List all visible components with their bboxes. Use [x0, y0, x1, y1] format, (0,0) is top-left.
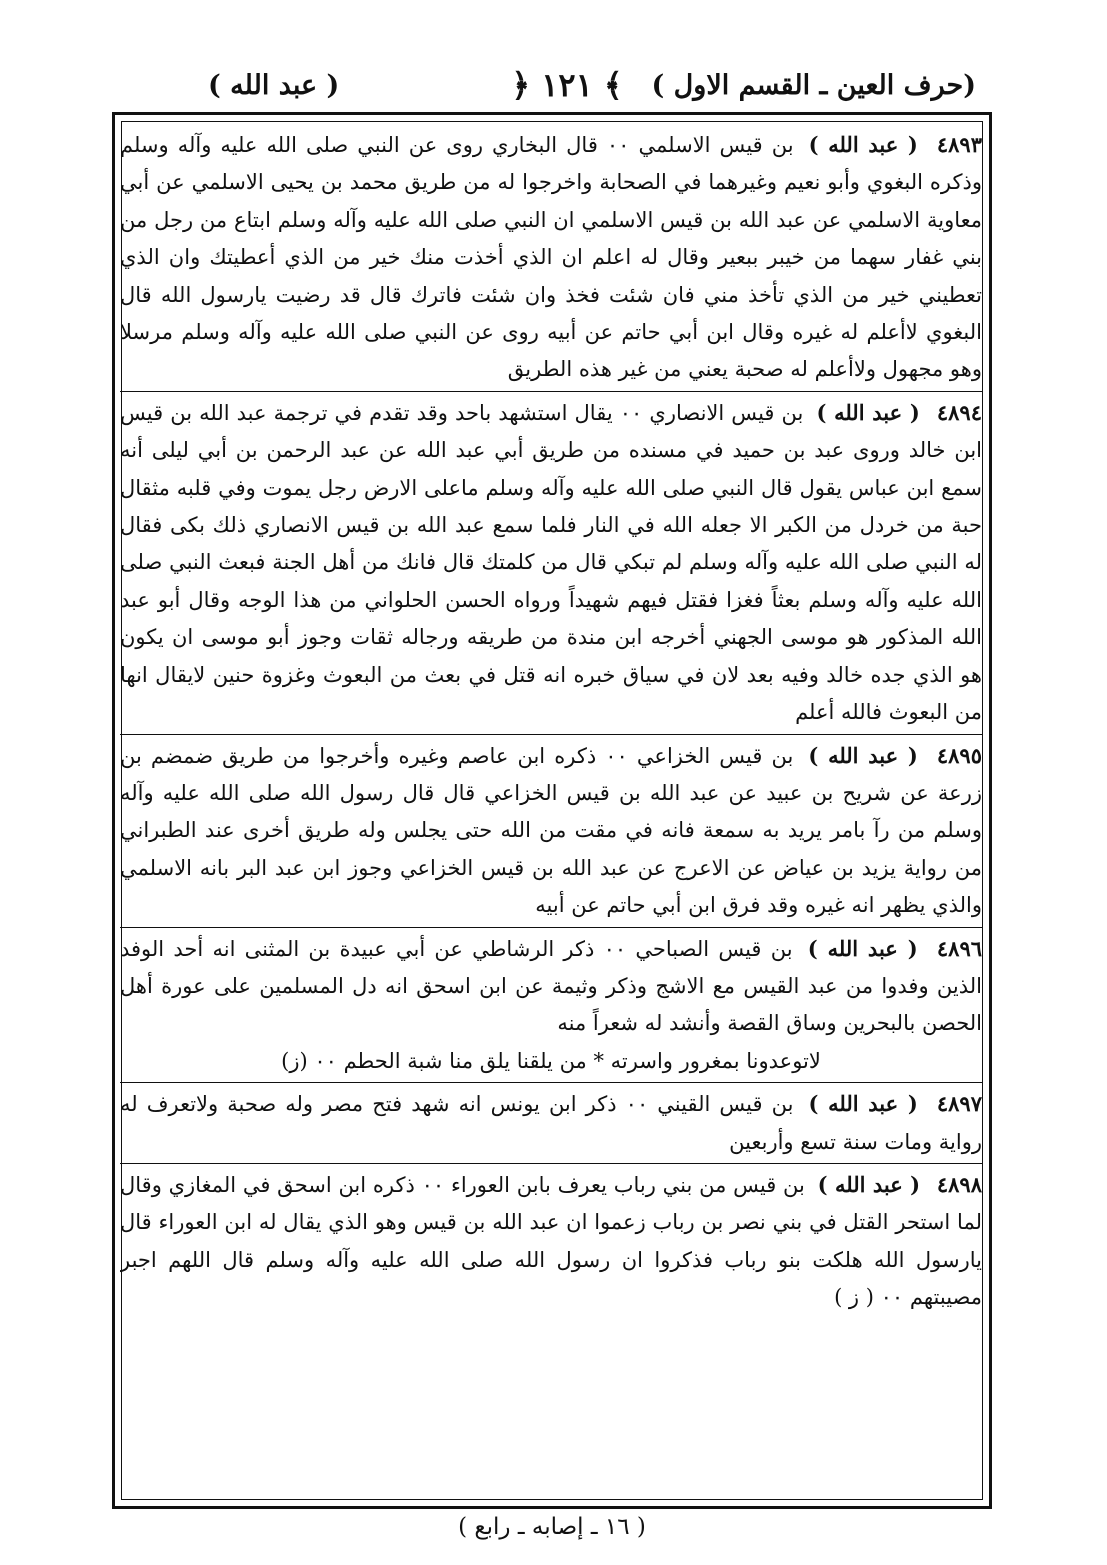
entry-4895 — [120, 734, 982, 925]
page-header — [112, 60, 992, 116]
entry-text: بن قيس القيني ٠٠ ذكر ابن يونس انه شهد فتح مصر وله صحبة ولاتعرف له رواية ومات سنة تسع وأربعين — [120, 1092, 982, 1154]
entry-text: بن قيس من بني رباب يعرف بابن العوراء ٠٠ ذكره ابن اسحق في المغازي وقال لما استحر القتل في بني نصر بن رباب زعموا ان عبد الله بن قيس وهو الذي يقال له ابن العوراء قال يارسول الله هلكت بنو رباب فذكروا ان رسول الله صلى الله عليه وآله وسلم قال اللهم اجبر مصيبتهم ٠٠ ( ز ) — [120, 1172, 982, 1310]
entry-number: ٤٨٩٨ — [936, 1171, 982, 1197]
entry-number: ٤٨٩٥ — [936, 742, 982, 768]
running-title: ( عبد الله ) — [208, 70, 340, 101]
page-number: ﴿ ١٢١ ﴾ — [511, 66, 623, 104]
page-footer: ( ١٦ ـ إصابه ـ رابع ) — [458, 1514, 646, 1540]
entry-number: ٤٨٩٤ — [936, 399, 982, 425]
entry-text: بن قيس الانصاري ٠٠ يقال استشهد باحد وقد تقدم في ترجمة عبد الله بن قيس ابن خالد وروى عبد بن حميد في مسنده من طريق أبي عبد الله عن عبد الرحمن بن أبي ليلى أنه سمع ابن عباس يقول قال النبي صلى الله عليه وآله وسلم ماعلى الارض رجل يموت وفي قلبه مثقال حبة من خردل من الكبر الا جعله الله في النار فلما سمع عبد الله بن قيس الانصاري ذلك بكى فقال له النبي صلى الله عليه وآله وسلم لم تبكي قال من كلمتك قال فانك من أهل الجنة فبعث النبي صلى الله عليه وآله وسلم بعثاً فغزا فقتل فيهم شهيداً ورواه الحسن الحلواني من هذا الوجه وقال أبو عبد الله المذكور هو موسى الجهني أخرجه ابن مندة من طريقه ورجاله ثقات وجوز أبو موسى ان يكون هو الذي جده خالد وفيه بعد لان في سياق خبره انه قتل في بعث من البعوث وغزوة حنين لايقال انها من البعوث فالله أعلم — [120, 400, 982, 725]
entry-4898 — [120, 1163, 982, 1317]
entries-body — [120, 126, 982, 1496]
entry-name: ( عبد الله ) — [807, 935, 918, 961]
entry-text: بن قيس الخزاعي ٠٠ ذكره ابن عاصم وغيره وأخرجوا من طريق ضمضم بن زرعة عن شريح بن عبيد عن عبد الله بن قيس الخزاعي قال قال رسول الله صلى الله عليه وآله وسلم من رآ بامر يريد به سمعة فانه في مقت من الله حتى يجلس وله طريق أخرى عند الطبراني من رواية يزيد بن عياض عن الاعرج عن عبد الله بن قيس الخزاعي وجوز ابن عبد البر بانه الاسلمي والذي يظهر انه غيره وقد فرق ابن أبي حاتم عن أبيه — [120, 743, 982, 918]
entry-4894 — [120, 391, 982, 732]
poem-verse: لاتوعدونا بمغرور واسرته * من يلقنا يلق منا شبة الحطم ٠٠ (ز) — [281, 1048, 821, 1073]
entry-name: ( عبد الله ) — [816, 399, 920, 425]
entry-text: بن قيس الاسلمي ٠٠ قال البخاري روى عن النبي صلى الله عليه وآله وسلم وذكره البغوي وأبو نعيم وغيرهما في الصحابة واخرجوا له من طريق محمد بن يحيى الاسلمي عن أبي معاوية الاسلمي عن عبد الله بن قيس الاسلمي ان النبي صلى الله عليه وآله وسلم ابتاع من رجل من بني غفار سهما من خيبر ببعير وقال له اعلم ان الذي أخذت منك خير من الذي أعطيتك وان الذي تعطيني خير من الذي تأخذ مني فان شئت فخذ وان شئت فاترك قال قد رضيت يارسول الله قال البغوي لاأعلم له غيره وقال ابن أبي حاتم عن أبيه روى عن النبي صلى الله عليه وآله وسلم مرسلا وهو مجهول ولاأعلم له صحبة يعني من غير هذه الطريق — [120, 133, 982, 382]
entry-name: ( عبد الله ) — [808, 1091, 918, 1117]
chapter-heading: (حرف العين ـ القسم الاول ) — [651, 70, 976, 101]
entry-number: ٤٨٩٧ — [936, 1091, 982, 1117]
entry-4897 — [120, 1082, 982, 1161]
entry-name: ( عبد الله ) — [817, 1171, 921, 1197]
entry-name: ( عبد الله ) — [808, 132, 918, 157]
entry-4893 — [120, 126, 982, 389]
entry-4896 — [120, 927, 982, 1081]
entry-number: ٤٨٩٦ — [936, 935, 982, 961]
entry-number: ٤٨٩٣ — [936, 132, 982, 157]
entry-name: ( عبد الله ) — [808, 742, 918, 768]
entry-text: بن قيس الصباحي ٠٠ ذكر الرشاطي عن أبي عبيدة بن المثنى انه أحد الوفد الذين وفدوا من عبد القيس مع الاشج وذكر وثيمة عن ابن اسحق انه دل المسلمين على عورة أهل الحصن بالبحرين وساق القصة وأنشد له شعراً منه — [120, 936, 982, 1036]
